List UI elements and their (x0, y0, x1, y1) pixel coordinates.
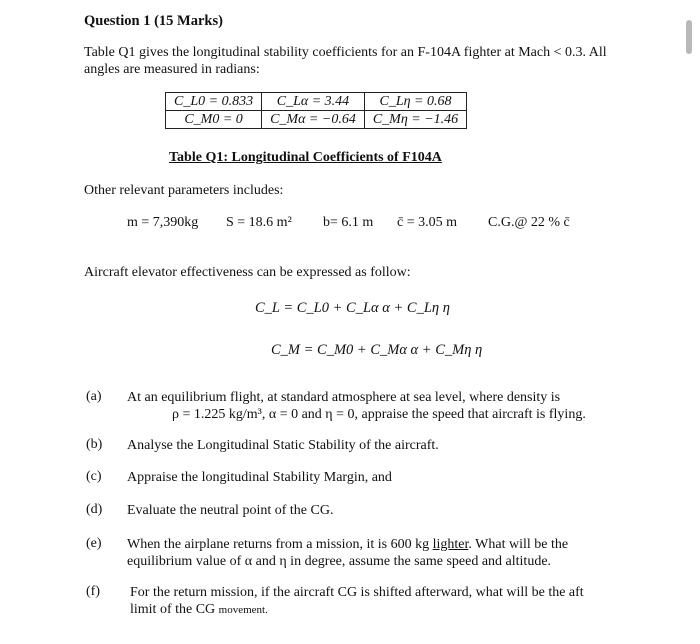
table-cell: C_Mη = −1.46 (364, 111, 466, 129)
param-span: b= 6.1 m (323, 215, 374, 230)
table-cell: C_L0 = 0.833 (166, 93, 262, 111)
question-f-text-main: limit of the CG (130, 602, 219, 617)
question-title: Question 1 (15 Marks) (84, 13, 223, 29)
moment-equation: C_M = C_M0 + C_Mα α + C_Mη η (271, 342, 483, 358)
question-a-line-1: At an equilibrium flight, at standard atmosphere at sea level, where density is (127, 390, 561, 405)
question-label-f: (f) (86, 584, 100, 599)
question-e-line-2: equilibrium value of α and η in degree, assume the same speed and altitude. (127, 554, 552, 569)
param-cg: C.G.@ 22 % c̄ (488, 215, 570, 230)
question-f-line-2 (130, 601, 584, 619)
scrollbar[interactable] (686, 20, 692, 54)
coefficients-table (165, 92, 467, 129)
param-area: S = 18.6 m² (226, 215, 292, 230)
table-row (166, 111, 467, 129)
table-row (166, 93, 467, 111)
question-e-text-post: . What will be the (468, 537, 569, 552)
table-cell: C_Mα = −0.64 (262, 111, 365, 129)
table-caption: Table Q1: Longitudinal Coefficients of F104A (169, 150, 442, 165)
lift-equation: C_L = C_L0 + C_Lα α + C_Lη η (255, 300, 450, 316)
param-chord: c̄ = 3.05 m (397, 215, 457, 230)
question-text-a (127, 389, 586, 423)
question-label-e: (e) (86, 536, 102, 551)
param-mass: m = 7,390kg (127, 215, 199, 230)
question-text-f (130, 584, 584, 619)
effectiveness-label: Aircraft elevator effectiveness can be expressed as follow: (84, 265, 411, 280)
question-e-text-pre: When the airplane returns from a mission, it is 600 kg (127, 537, 433, 552)
intro-line-2: angles are measured in radians: (84, 62, 260, 77)
question-text-e (127, 536, 568, 570)
question-label-b: (b) (86, 437, 103, 452)
table-cell: C_Lη = 0.68 (364, 93, 466, 111)
other-params-label: Other relevant parameters includes: (84, 183, 284, 198)
question-text-d: Evaluate the neutral point of the CG. (127, 503, 334, 518)
table-cell: C_Lα = 3.44 (262, 93, 365, 111)
question-text-c: Appraise the longitudinal Stability Margin, and (127, 470, 392, 485)
question-e-underlined: lighter (432, 537, 469, 552)
question-label-a: (a) (86, 389, 102, 404)
question-f-line-1: For the return mission, if the aircraft CG is shifted afterward, what will be the aft (130, 585, 584, 600)
question-label-c: (c) (86, 469, 102, 484)
question-f-text-small: movement. (218, 604, 268, 616)
intro-paragraph (84, 44, 607, 78)
question-label-d: (d) (86, 502, 103, 517)
intro-line-1: Table Q1 gives the longitudinal stability coefficients for an F-104A fighter at Mach < 0.3. All (84, 45, 607, 60)
question-text-b: Analyse the Longitudinal Static Stability of the aircraft. (127, 438, 439, 453)
question-e-line-1 (127, 536, 568, 553)
table-cell: C_M0 = 0 (166, 111, 262, 129)
question-a-line-2: ρ = 1.225 kg/m³, α = 0 and η = 0, appraise the speed that aircraft is flying. (172, 407, 586, 422)
